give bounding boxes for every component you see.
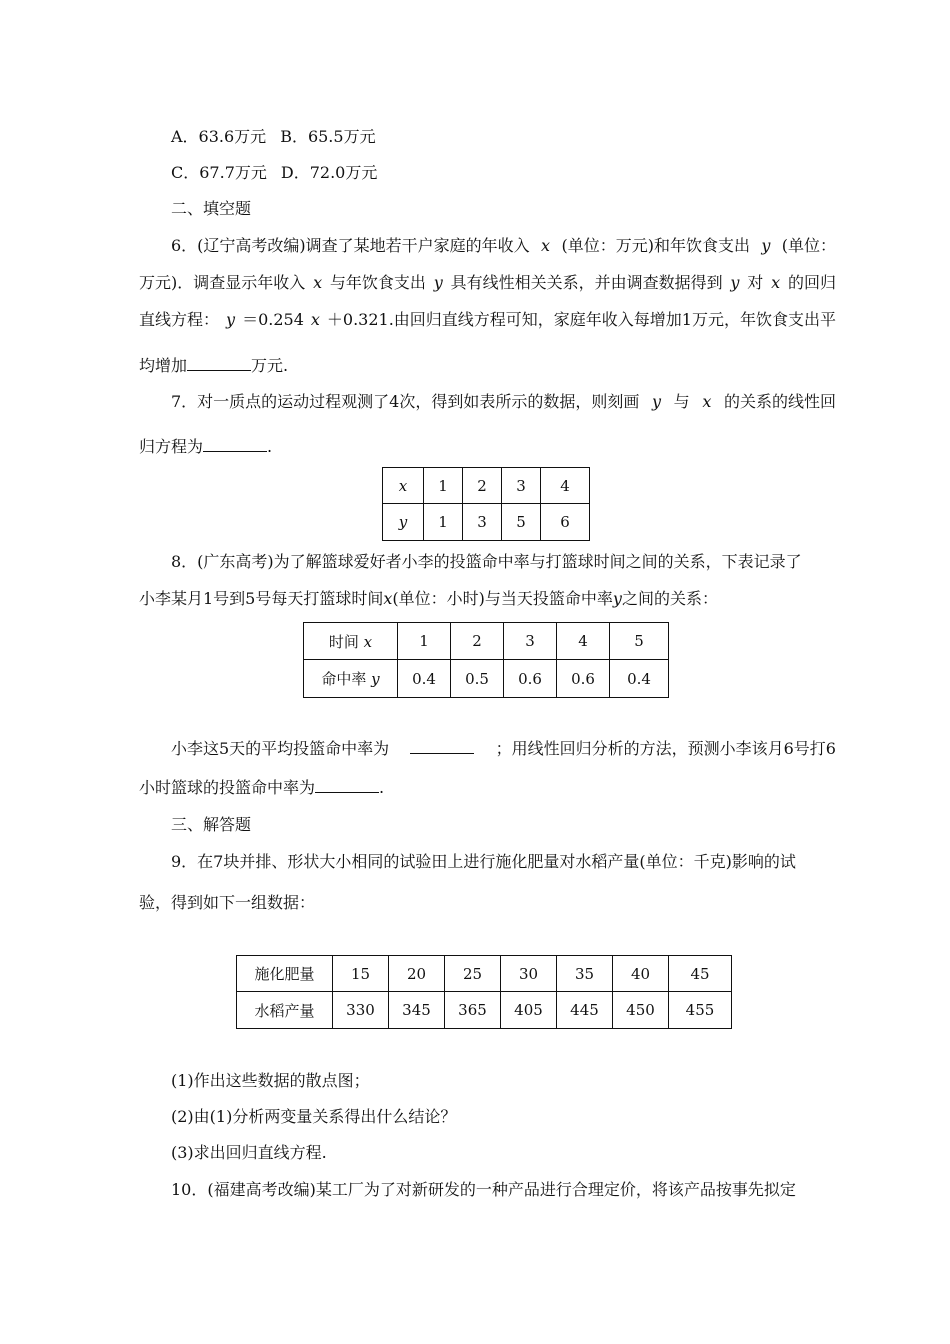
table-cell: x <box>383 468 424 504</box>
answer-blank <box>203 437 267 452</box>
table-cell: 40 <box>613 956 669 992</box>
option-d: D．72.0万元 <box>280 163 378 182</box>
table-cell: 3 <box>463 504 502 541</box>
table-cell: 0.6 <box>557 660 610 698</box>
table-cell: 20 <box>389 956 445 992</box>
table-cell: 命中率 y <box>304 660 398 698</box>
q9-part-3: (3)求出回归直线方程. <box>171 1143 327 1162</box>
table-cell: 1 <box>424 468 463 504</box>
q8-line-2: 小李某月1号到5号每天打篮球时间x(单位：小时)与当天投篮命中率y之间的关系： <box>139 589 718 608</box>
options-row-cd <box>171 163 377 183</box>
table-cell: 水稻产量 <box>237 992 333 1029</box>
table-cell: 445 <box>557 992 613 1029</box>
table-cell: 0.6 <box>504 660 557 698</box>
table-cell: 30 <box>501 956 557 992</box>
table-cell: 0.4 <box>610 660 669 698</box>
section-fill-in-heading: 二、填空题 <box>171 199 252 218</box>
q9-part-2: (2)由(1)分析两变量关系得出什么结论？ <box>171 1107 457 1126</box>
q8-table <box>303 622 669 698</box>
table-row <box>383 468 590 504</box>
answer-blank <box>315 778 379 793</box>
table-cell: 0.5 <box>451 660 504 698</box>
option-b: B．65.5万元 <box>280 127 376 146</box>
table-row <box>383 504 590 541</box>
table-cell: 1 <box>398 623 451 660</box>
table-cell: 5 <box>502 504 541 541</box>
table-cell: 450 <box>613 992 669 1029</box>
table-row <box>304 623 669 660</box>
table-cell: 时间 x <box>304 623 398 660</box>
table-cell: y <box>383 504 424 541</box>
q7-line-1: 7．对一质点的运动过程观测了4次，得到如表所示的数据，则刻画 y 与 x 的关系的线性回 <box>171 392 836 411</box>
q9-line-2: 验，得到如下一组数据： <box>139 893 316 912</box>
options-row-ab <box>171 127 376 147</box>
table-cell: 365 <box>445 992 501 1029</box>
table-cell: 5 <box>610 623 669 660</box>
section-solutions-heading: 三、解答题 <box>171 815 252 834</box>
q8-line-3: 小李这5天的平均投篮命中率为 ；用线性回归分析的方法，预测小李该月6号打6 <box>171 739 836 758</box>
option-a: A．63.6万元 <box>171 127 267 146</box>
answer-blank <box>410 739 474 754</box>
table-row <box>237 992 732 1029</box>
table-cell: 1 <box>424 504 463 541</box>
table-cell: 3 <box>504 623 557 660</box>
q9-table <box>236 955 732 1029</box>
table-cell: 405 <box>501 992 557 1029</box>
table-cell: 2 <box>463 468 502 504</box>
q6-line-1: 6．(辽宁高考改编)调查了某地若干户家庭的年收入 x (单位：万元)和年饮食支出 y (单位： <box>171 236 836 255</box>
q6-line-2: 万元)．调查显示年收入 x 与年饮食支出 y 具有线性相关关系，并由调查数据得到 y 对 x 的回归 <box>139 273 836 292</box>
q7-table <box>382 467 590 541</box>
q10-line-1: 10．(福建高考改编)某工厂为了对新研发的一种产品进行合理定价，将该产品按事先拟定 <box>171 1180 796 1199</box>
answer-blank <box>187 356 251 371</box>
table-cell: 345 <box>389 992 445 1029</box>
table-cell: 455 <box>669 992 732 1029</box>
table-cell: 2 <box>451 623 504 660</box>
option-c: C．67.7万元 <box>171 163 267 182</box>
table-cell: 施化肥量 <box>237 956 333 992</box>
table-cell: 45 <box>669 956 732 992</box>
table-cell: 330 <box>333 992 389 1029</box>
table-row <box>237 956 732 992</box>
q9-line-1: 9．在7块并排、形状大小相同的试验田上进行施化肥量对水稻产量(单位：千克)影响的试 <box>171 852 796 871</box>
table-cell: 25 <box>445 956 501 992</box>
q9-part-1: (1)作出这些数据的散点图； <box>171 1071 370 1090</box>
q6-line-3: 直线方程： y ＝0.254 x ＋0.321.由回归直线方程可知，家庭年收入每增加1万元，年饮食支出平 <box>139 310 836 329</box>
table-cell: 15 <box>333 956 389 992</box>
q7-line-2: 归方程为 . <box>139 437 273 456</box>
table-cell: 6 <box>541 504 590 541</box>
table-cell: 35 <box>557 956 613 992</box>
table-cell: 4 <box>541 468 590 504</box>
q8-line-4: 小时篮球的投篮命中率为 . <box>139 778 385 797</box>
table-cell: 4 <box>557 623 610 660</box>
table-cell: 0.4 <box>398 660 451 698</box>
table-row <box>304 660 669 698</box>
q8-line-1: 8．(广东高考)为了解篮球爱好者小李的投篮命中率与打篮球时间之间的关系，下表记录了 <box>171 552 802 571</box>
q6-line-4: 均增加 万元. <box>139 356 289 375</box>
table-cell: 3 <box>502 468 541 504</box>
